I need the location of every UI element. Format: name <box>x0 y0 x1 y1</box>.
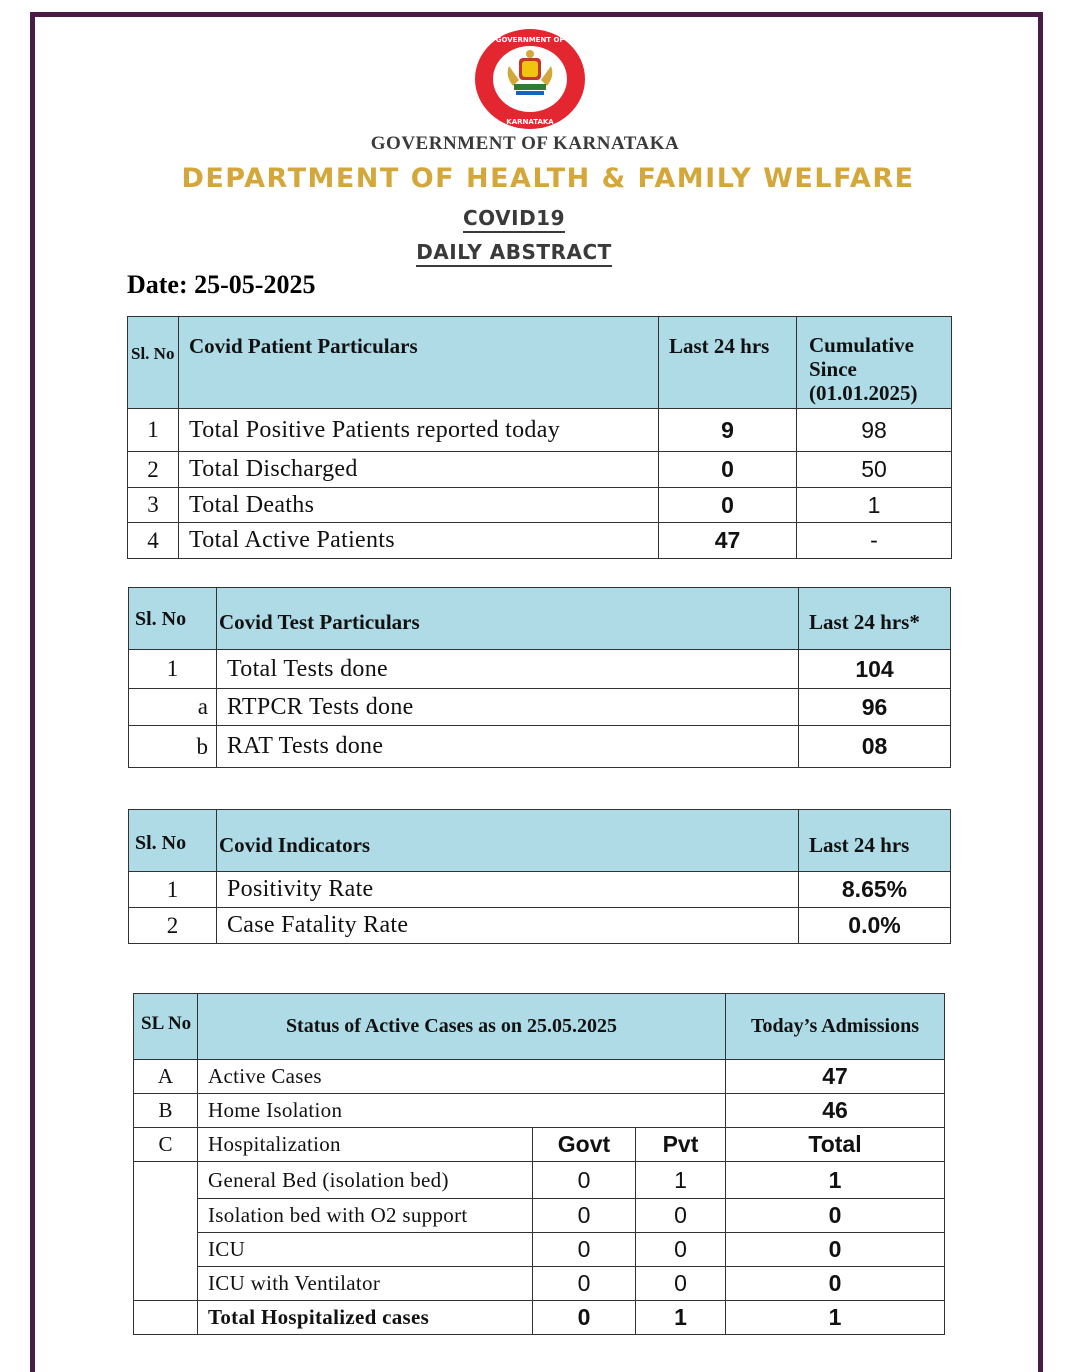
row-value: 47 <box>726 1060 945 1094</box>
row-label: Total Positive Patients reported today <box>179 409 659 452</box>
header-sl-no: SL No <box>134 994 198 1060</box>
header-admissions: Today’s Admissions <box>726 994 945 1060</box>
row-value: 96 <box>799 689 951 726</box>
table-row <box>134 1233 945 1267</box>
header-indicators: Covid Indicators <box>217 810 799 872</box>
row-last-24: 9 <box>659 409 797 452</box>
table-row <box>129 872 951 908</box>
row-govt: 0 <box>533 1233 636 1267</box>
header-status: Status of Active Cases as on 25.05.2025 <box>198 994 726 1060</box>
row-label: Total Hospitalized cases <box>198 1301 533 1335</box>
row-label: Case Fatality Rate <box>217 908 799 944</box>
row-last-24: 0 <box>659 488 797 523</box>
row-label: Total Discharged <box>179 452 659 488</box>
table-row <box>128 452 952 488</box>
row-total: 1 <box>726 1162 945 1199</box>
table-row <box>134 1267 945 1301</box>
active-cases-table <box>133 993 945 1335</box>
report-date: Date: 25-05-2025 <box>127 270 316 299</box>
row-sl: 2 <box>129 908 217 944</box>
row-sl: 1 <box>128 409 179 452</box>
row-label: Total Tests done <box>217 650 799 689</box>
government-title: GOVERNMENT OF KARNATAKA <box>370 133 680 154</box>
subtitle-daily-abstract: DAILY ABSTRACT <box>0 240 1028 264</box>
table-row <box>134 1162 945 1199</box>
table-row <box>134 1094 945 1128</box>
row-sl: C <box>134 1128 198 1162</box>
header-sl-no: Sl. No <box>128 317 179 409</box>
row-govt: 0 <box>533 1267 636 1301</box>
header-last-24: Last 24 hrs <box>799 810 951 872</box>
row-value: 8.65% <box>799 872 951 908</box>
row-label: ICU <box>198 1233 533 1267</box>
table-row <box>134 1199 945 1233</box>
table-row <box>128 409 952 452</box>
header-sl-no: Sl. No <box>129 810 217 872</box>
patient-particulars-table <box>127 316 952 559</box>
col-pvt: Pvt <box>636 1128 726 1162</box>
row-pvt: 1 <box>636 1162 726 1199</box>
row-label: RAT Tests done <box>217 726 799 768</box>
header-cumulative: Cumulative Since (01.01.2025) <box>797 317 952 409</box>
row-label: RTPCR Tests done <box>217 689 799 726</box>
row-total: 0 <box>726 1233 945 1267</box>
row-label: Positivity Rate <box>217 872 799 908</box>
col-total: Total <box>726 1128 945 1162</box>
covid-indicators-table <box>128 809 951 944</box>
test-particulars-table <box>128 587 951 768</box>
table-row <box>129 650 951 689</box>
row-cumulative: 50 <box>797 452 952 488</box>
row-pvt: 1 <box>636 1301 726 1335</box>
row-sl: 1 <box>129 650 217 689</box>
empty-cell <box>134 1301 198 1335</box>
row-govt: 0 <box>533 1162 636 1199</box>
row-label: Total Deaths <box>179 488 659 523</box>
row-sl: a <box>129 689 217 726</box>
row-total: 0 <box>726 1267 945 1301</box>
empty-cell <box>134 1267 198 1301</box>
row-sl: B <box>134 1094 198 1128</box>
row-govt: 0 <box>533 1199 636 1233</box>
table-row <box>128 488 952 523</box>
table-row <box>129 689 951 726</box>
row-value: 0.0% <box>799 908 951 944</box>
row-last-24: 0 <box>659 452 797 488</box>
table-row <box>129 908 951 944</box>
row-total: 1 <box>726 1301 945 1335</box>
row-last-24: 47 <box>659 523 797 559</box>
empty-cell <box>134 1199 198 1233</box>
svg-text:KARNATAKA: KARNATAKA <box>506 118 554 126</box>
row-cumulative: 1 <box>797 488 952 523</box>
table-row <box>134 1060 945 1094</box>
row-value: 46 <box>726 1094 945 1128</box>
row-label: Isolation bed with O2 support <box>198 1199 533 1233</box>
row-cumulative: 98 <box>797 409 952 452</box>
row-sl: 3 <box>128 488 179 523</box>
header-last-24: Last 24 hrs* <box>799 588 951 650</box>
col-govt: Govt <box>533 1128 636 1162</box>
table-row <box>129 726 951 768</box>
table-row <box>128 523 952 559</box>
row-label: General Bed (isolation bed) <box>198 1162 533 1199</box>
row-total: 0 <box>726 1199 945 1233</box>
department-title: DEPARTMENT OF HEALTH & FAMILY WELFARE <box>181 163 915 194</box>
row-govt: 0 <box>533 1301 636 1335</box>
row-label: Home Isolation <box>198 1094 726 1128</box>
karnataka-emblem-icon <box>474 28 586 130</box>
row-cumulative: - <box>797 523 952 559</box>
row-sl: 4 <box>128 523 179 559</box>
header-particulars: Covid Patient Particulars <box>179 317 659 409</box>
row-sl: 2 <box>128 452 179 488</box>
row-sl: b <box>129 726 217 768</box>
row-label: Active Cases <box>198 1060 726 1094</box>
row-pvt: 0 <box>636 1233 726 1267</box>
header-particulars: Covid Test Particulars <box>217 588 799 650</box>
row-pvt: 0 <box>636 1199 726 1233</box>
row-value: 08 <box>799 726 951 768</box>
svg-text:GOVERNMENT OF: GOVERNMENT OF <box>495 36 565 44</box>
row-label: Hospitalization <box>198 1128 533 1162</box>
row-label: ICU with Ventilator <box>198 1267 533 1301</box>
hospitalization-header-row <box>134 1128 945 1162</box>
subtitle-covid19: COVID19 <box>0 206 1028 230</box>
total-row <box>134 1301 945 1335</box>
row-value: 104 <box>799 650 951 689</box>
row-pvt: 0 <box>636 1267 726 1301</box>
row-sl: A <box>134 1060 198 1094</box>
empty-cell <box>134 1162 198 1199</box>
row-sl: 1 <box>129 872 217 908</box>
row-label: Total Active Patients <box>179 523 659 559</box>
empty-cell <box>134 1233 198 1267</box>
header-last-24: Last 24 hrs <box>659 317 797 409</box>
header-sl-no: Sl. No <box>129 588 217 650</box>
